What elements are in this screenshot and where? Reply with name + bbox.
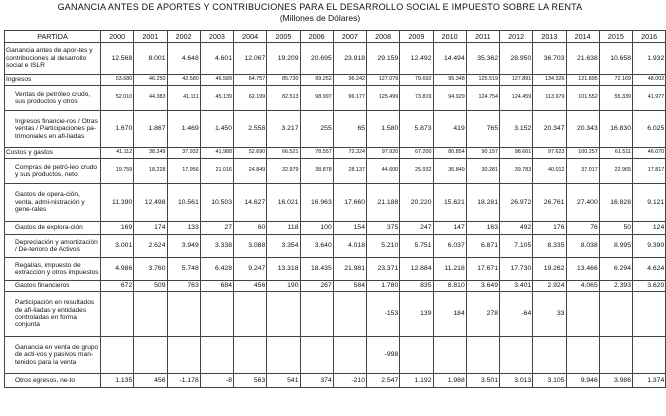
value-cell (333, 292, 366, 337)
value-cell: 19.209 (267, 43, 300, 75)
table-row (5, 258, 666, 281)
value-cell: 46.589 (200, 75, 233, 86)
header-year-cell: 2001 (134, 31, 167, 43)
value-cell: 1.670 (101, 111, 134, 148)
header-year-cell: 2006 (300, 31, 333, 43)
value-cell: 62.199 (234, 86, 267, 111)
value-cell: 2.924 (533, 281, 566, 292)
value-cell (134, 292, 167, 337)
value-cell: 3.649 (466, 281, 499, 292)
value-cell: 27.400 (566, 184, 599, 222)
value-cell: 3.013 (500, 374, 533, 388)
value-cell: 28.950 (500, 43, 533, 75)
value-cell: 97.920 (367, 148, 400, 159)
value-cell: 25.932 (400, 159, 433, 184)
value-cell: 125.499 (367, 86, 400, 111)
table-row (5, 75, 666, 86)
value-cell: 10.503 (200, 184, 233, 222)
row-label-cell: Regalías, impuesto de extracción y otros impuestos (5, 258, 101, 281)
value-cell: 100.257 (566, 148, 599, 159)
row-label-cell: Ingresos (5, 75, 101, 86)
value-cell: 4.065 (566, 281, 599, 292)
value-cell: 12.568 (101, 43, 134, 75)
value-cell: 73.819 (400, 86, 433, 111)
value-cell (167, 337, 200, 374)
header-year-cell: 2007 (333, 31, 366, 43)
value-cell: 3.105 (533, 374, 566, 388)
value-cell: 32.979 (267, 159, 300, 184)
value-cell: 118 (267, 222, 300, 235)
value-cell: 4.018 (333, 235, 366, 258)
value-cell: 247 (400, 222, 433, 235)
value-cell: 541 (267, 374, 300, 388)
value-cell: 95.348 (433, 75, 466, 86)
value-cell: 99.252 (300, 75, 333, 86)
value-cell: 12.498 (134, 184, 167, 222)
value-cell (234, 337, 267, 374)
value-cell: 16.828 (599, 184, 632, 222)
value-cell: 39.783 (500, 159, 533, 184)
value-cell: 3.949 (167, 235, 200, 258)
value-cell: 134.326 (533, 75, 566, 86)
value-cell: 37.017 (566, 159, 599, 184)
value-cell: 169 (101, 222, 134, 235)
value-cell: 21.188 (367, 184, 400, 222)
value-cell: 35.362 (466, 43, 499, 75)
value-cell (167, 292, 200, 337)
table-row (5, 281, 666, 292)
value-cell: 3.401 (500, 281, 533, 292)
header-year-cell: 2015 (599, 31, 632, 43)
value-cell: 23.371 (367, 258, 400, 281)
value-cell: 52.010 (101, 86, 134, 111)
value-cell: 12.492 (400, 43, 433, 75)
value-cell (134, 337, 167, 374)
row-label-cell: Costos y gastos (5, 148, 101, 159)
value-cell: 17.817 (633, 159, 666, 184)
row-label-cell: Ventas de petróleo crudo, sus productos y otros (5, 86, 101, 111)
value-cell: 36.849 (433, 159, 466, 184)
value-cell: 8.001 (134, 43, 167, 75)
value-cell: 3.501 (466, 374, 499, 388)
value-cell: 125.519 (466, 75, 499, 86)
value-cell: 65 (333, 111, 366, 148)
value-cell: 2.624 (134, 235, 167, 258)
value-cell: 44.600 (367, 159, 400, 184)
value-cell: 14.494 (433, 43, 466, 75)
value-cell: 492 (500, 222, 533, 235)
value-cell: 82.513 (267, 86, 300, 111)
value-cell: 3.986 (599, 374, 632, 388)
row-label-cell: Compras de petró-leo crudo y sus productos, neto (5, 159, 101, 184)
value-cell: 60 (234, 222, 267, 235)
value-cell: 17.956 (167, 159, 200, 184)
value-cell: 37.932 (167, 148, 200, 159)
value-cell: 684 (200, 281, 233, 292)
table-row (5, 222, 666, 235)
header-year-cell: 2005 (267, 31, 300, 43)
value-cell: 23.918 (333, 43, 366, 75)
value-cell: 26.972 (500, 184, 533, 222)
value-cell: 17.660 (333, 184, 366, 222)
value-cell: 40.012 (533, 159, 566, 184)
row-label-cell: Depreciación y amortización / De-terioro de Activos (5, 235, 101, 258)
value-cell: 1.135 (101, 374, 134, 388)
value-cell: 13.466 (566, 258, 599, 281)
value-cell: 29.159 (367, 43, 400, 75)
header-year-cell: 2016 (633, 31, 666, 43)
value-cell: 121.895 (566, 75, 599, 86)
value-cell: 21.981 (333, 258, 366, 281)
value-cell: 5.873 (400, 111, 433, 148)
value-cell: 18.228 (134, 159, 167, 184)
value-cell: 163 (466, 222, 499, 235)
value-cell: 184 (433, 292, 466, 337)
value-cell: 419 (433, 111, 466, 148)
value-cell: 78.557 (300, 148, 333, 159)
value-cell: 8.335 (533, 235, 566, 258)
value-cell: 96.242 (333, 75, 366, 86)
value-cell: 94.929 (433, 86, 466, 111)
value-cell: 72.169 (599, 75, 632, 86)
value-cell: 16.830 (599, 111, 632, 148)
value-cell (599, 337, 632, 374)
value-cell (300, 337, 333, 374)
value-cell: 5.751 (400, 235, 433, 258)
value-cell: 41.111 (167, 86, 200, 111)
value-cell: -1.178 (167, 374, 200, 388)
header-year-cell: 2010 (433, 31, 466, 43)
value-cell: 50 (599, 222, 632, 235)
table-row (5, 184, 666, 222)
value-cell: 16.021 (267, 184, 300, 222)
value-cell: 763 (167, 281, 200, 292)
value-cell: 9.946 (566, 374, 599, 388)
table-row (5, 148, 666, 159)
value-cell: 98.661 (500, 148, 533, 159)
value-cell: 584 (333, 281, 366, 292)
value-cell: 6.871 (466, 235, 499, 258)
value-cell: 101.552 (566, 86, 599, 111)
value-cell: 10.561 (167, 184, 200, 222)
value-cell: 190 (267, 281, 300, 292)
report-subtitle: (Millones de Dólares) (279, 13, 361, 23)
value-cell: 21.016 (200, 159, 233, 184)
report-title: GANANCIA ANTES DE APORTES Y CONTRIBUCIONES PARA EL DESARROLLO SOCIAL E IMPUESTO SOBRE LA RENTA (57, 2, 583, 12)
value-cell: 14.627 (234, 184, 267, 222)
value-cell: 19.759 (101, 159, 134, 184)
value-cell: 38.249 (134, 148, 167, 159)
value-cell: 3.088 (234, 235, 267, 258)
value-cell: 113.979 (533, 86, 566, 111)
value-cell: 41.988 (200, 148, 233, 159)
value-cell: -998 (367, 337, 400, 374)
value-cell: 53.680 (101, 75, 134, 86)
value-cell: 42.580 (167, 75, 200, 86)
value-cell: 4.648 (167, 43, 200, 75)
value-cell: 509 (134, 281, 167, 292)
value-cell: 124 (633, 222, 666, 235)
value-cell (400, 337, 433, 374)
row-label-cell: Ganancia en venta de grupo de acti-vos y pasivos man-tenidos para la venta (5, 337, 101, 374)
value-cell: 85.730 (267, 75, 300, 86)
value-cell: 456 (234, 281, 267, 292)
value-cell: 24.849 (234, 159, 267, 184)
value-cell: 20.695 (300, 43, 333, 75)
value-cell: 765 (466, 111, 499, 148)
table-row (5, 86, 666, 111)
value-cell (633, 292, 666, 337)
value-cell: 20.220 (400, 184, 433, 222)
value-cell: 1.932 (633, 43, 666, 75)
financial-table (4, 30, 666, 388)
row-label-cell: Gastos de explora-ción (5, 222, 101, 235)
table-body (5, 43, 666, 388)
value-cell: 17.730 (500, 258, 533, 281)
value-cell: 3.760 (134, 258, 167, 281)
row-label-cell: Ganancia antes de apor-tes y contribuciones al desarrollo social e ISLR (5, 43, 101, 75)
value-cell: 5.748 (167, 258, 200, 281)
value-cell: 127.079 (367, 75, 400, 86)
value-cell: 127.891 (500, 75, 533, 86)
value-cell: 20.343 (566, 111, 599, 148)
value-cell: 8.810 (433, 281, 466, 292)
value-cell: 6.428 (200, 258, 233, 281)
header-year-cell: 2003 (200, 31, 233, 43)
value-cell: 72.324 (333, 148, 366, 159)
value-cell (101, 337, 134, 374)
value-cell (433, 337, 466, 374)
header-year-cell: 2004 (234, 31, 267, 43)
value-cell: 11.218 (433, 258, 466, 281)
value-cell: 41.977 (633, 86, 666, 111)
value-cell: 3.001 (101, 235, 134, 258)
value-cell (101, 292, 134, 337)
value-cell: 672 (101, 281, 134, 292)
table-row (5, 159, 666, 184)
value-cell: 3.354 (267, 235, 300, 258)
value-cell: 13.318 (267, 258, 300, 281)
value-cell: 133 (167, 222, 200, 235)
table-row (5, 374, 666, 388)
value-cell: -64 (500, 292, 533, 337)
value-cell: 80.854 (433, 148, 466, 159)
value-cell: 6.025 (633, 111, 666, 148)
value-cell: 97.623 (533, 148, 566, 159)
value-cell: 7.105 (500, 235, 533, 258)
value-cell: 12.884 (400, 258, 433, 281)
value-cell: 3.152 (500, 111, 533, 148)
value-cell: 1.374 (633, 374, 666, 388)
value-cell (566, 337, 599, 374)
value-cell: 44.383 (134, 86, 167, 111)
value-cell: 176 (533, 222, 566, 235)
value-cell: 6.037 (433, 235, 466, 258)
value-cell: 10.658 (599, 43, 632, 75)
value-cell: 1.450 (200, 111, 233, 148)
header-year-cell: 2012 (500, 31, 533, 43)
value-cell (234, 292, 267, 337)
value-cell (466, 337, 499, 374)
value-cell (500, 337, 533, 374)
table-row (5, 235, 666, 258)
value-cell: 147 (433, 222, 466, 235)
table-row (5, 337, 666, 374)
table-row (5, 292, 666, 337)
value-cell (566, 292, 599, 337)
value-cell: 2.547 (367, 374, 400, 388)
value-cell: 139 (400, 292, 433, 337)
value-cell: 17.671 (466, 258, 499, 281)
value-cell: -8 (200, 374, 233, 388)
value-cell: 9.390 (633, 235, 666, 258)
value-cell: 5.210 (367, 235, 400, 258)
row-label-cell: Gastos financieros (5, 281, 101, 292)
value-cell: 90.157 (466, 148, 499, 159)
value-cell: 41.112 (101, 148, 134, 159)
header-year-cell: 2014 (566, 31, 599, 43)
value-cell: 9.121 (633, 184, 666, 222)
header-year-cell: 2011 (466, 31, 499, 43)
table-row (5, 111, 666, 148)
header-label-cell: PARTIDA (5, 31, 101, 43)
value-cell: 2.393 (599, 281, 632, 292)
value-cell: 1.988 (433, 374, 466, 388)
value-cell: 374 (300, 374, 333, 388)
value-cell: 66.521 (267, 148, 300, 159)
value-cell: 3.217 (267, 111, 300, 148)
value-cell: 46.070 (633, 148, 666, 159)
value-cell: 33 (533, 292, 566, 337)
value-cell: 96.177 (333, 86, 366, 111)
value-cell (267, 337, 300, 374)
value-cell: 1.580 (367, 111, 400, 148)
value-cell: 124.754 (466, 86, 499, 111)
value-cell: 4.986 (101, 258, 134, 281)
header-year-cell: 2013 (533, 31, 566, 43)
value-cell: 28.137 (333, 159, 366, 184)
row-label-cell: Gastos de opera-ción, venta, admi-nistración y gene-rales (5, 184, 101, 222)
value-cell: 38.878 (300, 159, 333, 184)
value-cell: 27 (200, 222, 233, 235)
value-cell: 48.002 (633, 75, 666, 86)
value-cell: 3.640 (300, 235, 333, 258)
value-cell: 36.703 (533, 43, 566, 75)
value-cell: 278 (466, 292, 499, 337)
value-cell: 255 (300, 111, 333, 148)
value-cell: 6.294 (599, 258, 632, 281)
table-row (5, 43, 666, 75)
row-label-cell: Participación en resultados de afi-liadas y entidades controladas en forma conjunta (5, 292, 101, 337)
value-cell (533, 337, 566, 374)
value-cell: 76 (566, 222, 599, 235)
value-cell: 18.435 (300, 258, 333, 281)
value-cell: 21.638 (566, 43, 599, 75)
value-cell: 67.200 (400, 148, 433, 159)
value-cell: 45.139 (200, 86, 233, 111)
value-cell: 16.963 (300, 184, 333, 222)
value-cell: 2.558 (234, 111, 267, 148)
value-cell: 98.997 (300, 86, 333, 111)
value-cell: 46.250 (134, 75, 167, 86)
value-cell: -210 (333, 374, 366, 388)
value-cell: 18.281 (466, 184, 499, 222)
value-cell: 64.757 (234, 75, 267, 86)
value-cell: 19.262 (533, 258, 566, 281)
value-cell (300, 292, 333, 337)
value-cell: 154 (333, 222, 366, 235)
value-cell: 20.347 (533, 111, 566, 148)
value-cell: 12.067 (234, 43, 267, 75)
value-cell: 22.965 (599, 159, 632, 184)
value-cell: 8.038 (566, 235, 599, 258)
value-cell: 1.867 (134, 111, 167, 148)
value-cell: 15.621 (433, 184, 466, 222)
value-cell: 456 (134, 374, 167, 388)
value-cell: 1.780 (367, 281, 400, 292)
value-cell: 8.995 (599, 235, 632, 258)
value-cell: 4.601 (200, 43, 233, 75)
header-year-cell: 2009 (400, 31, 433, 43)
value-cell: -153 (367, 292, 400, 337)
value-cell (267, 292, 300, 337)
value-cell: 26.761 (533, 184, 566, 222)
row-label-cell: Ingresos financie-ros / Otras ventas / Participaciones pa-trimoniales en afi-liadas (5, 111, 101, 148)
value-cell: 100 (300, 222, 333, 235)
value-cell: 4.624 (633, 258, 666, 281)
value-cell (333, 337, 366, 374)
value-cell: 124.459 (500, 86, 533, 111)
value-cell: 3.338 (200, 235, 233, 258)
value-cell: 9.247 (234, 258, 267, 281)
header-year-cell: 2008 (367, 31, 400, 43)
value-cell: 79.692 (400, 75, 433, 86)
row-label-cell: Otros egresos, ne-to (5, 374, 101, 388)
header-row (5, 31, 666, 43)
value-cell: 563 (234, 374, 267, 388)
value-cell: 267 (300, 281, 333, 292)
value-cell: 30.281 (466, 159, 499, 184)
value-cell: 835 (400, 281, 433, 292)
header-year-cell: 2002 (167, 31, 200, 43)
value-cell (633, 337, 666, 374)
header-year-cell: 2000 (101, 31, 134, 43)
value-cell: 1.192 (400, 374, 433, 388)
value-cell: 375 (367, 222, 400, 235)
value-cell: 174 (134, 222, 167, 235)
value-cell: 3.620 (633, 281, 666, 292)
value-cell: 1.469 (167, 111, 200, 148)
value-cell: 61.511 (599, 148, 632, 159)
value-cell (200, 337, 233, 374)
value-cell: 55.339 (599, 86, 632, 111)
value-cell (599, 292, 632, 337)
value-cell (200, 292, 233, 337)
value-cell: 11.390 (101, 184, 134, 222)
value-cell: 52.690 (234, 148, 267, 159)
